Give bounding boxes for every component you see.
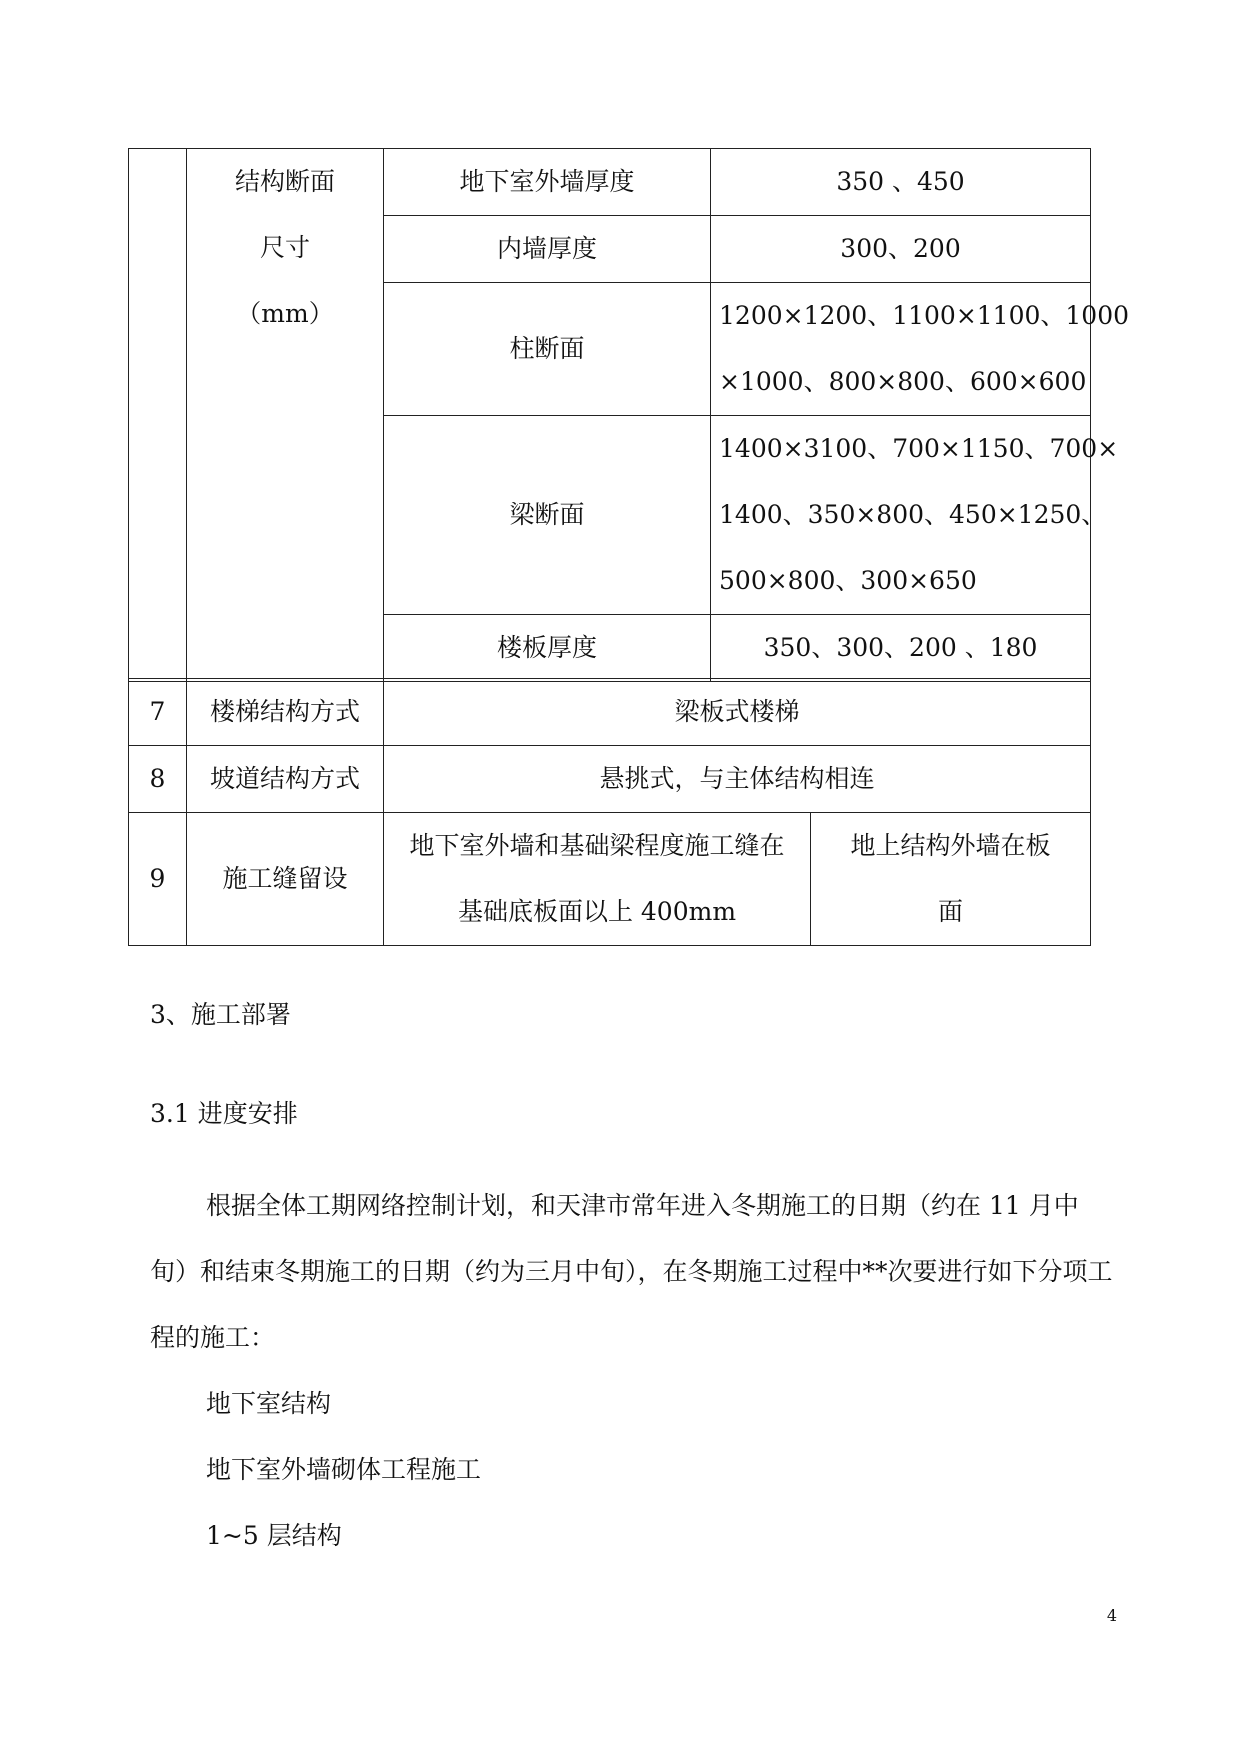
dimension-item: 梁断面: [384, 416, 711, 615]
row-label: 施工缝留设: [187, 813, 384, 946]
table-row: [129, 679, 1091, 746]
section-heading: 3、施工部署: [150, 1000, 291, 1029]
value-line: 350 、450: [836, 167, 965, 196]
dimension-value: [711, 416, 1119, 615]
row-value: 梁板式楼梯: [384, 679, 1091, 746]
value-line: 350、300、200 、180: [763, 633, 1038, 662]
row-label: 坡道结构方式: [187, 746, 384, 813]
section-label-line: 结构断面: [234, 167, 335, 196]
dimension-item: 内墙厚度: [384, 216, 711, 283]
section-label-line: 尺寸: [259, 233, 310, 262]
row-number: 7: [129, 679, 187, 746]
value-line: 1400、350×800、450×1250、: [719, 500, 1107, 529]
row-number: 8: [129, 746, 187, 813]
value-line: 面: [937, 897, 963, 926]
dimension-item: 楼板厚度: [384, 615, 711, 682]
row-number: 9: [129, 813, 187, 946]
list-item: 1~5 层结构: [206, 1521, 342, 1550]
page-number: 4: [1106, 1606, 1117, 1625]
table-row: [129, 813, 1091, 946]
table-cell-blank: [129, 149, 187, 682]
table-row: [129, 149, 1091, 216]
dimension-item: 柱断面: [384, 283, 711, 416]
value-line: ×1000、800×800、600×600: [719, 367, 1087, 396]
list-item: 地下室结构: [206, 1389, 332, 1418]
dimension-item: 地下室外墙厚度: [384, 149, 711, 216]
structure-spec-table-lower: [128, 678, 1091, 946]
value-line: 1400×3100、700×1150、700×: [719, 434, 1119, 463]
row-label: 楼梯结构方式: [187, 679, 384, 746]
table-row: [129, 746, 1091, 813]
list-item: 地下室外墙砌体工程施工: [206, 1455, 482, 1484]
body-paragraph: 根据全体工期网络控制计划，和天津市常年进入冬期施工的日期（约在 11 月中旬）和结束冬期施工的日期（约为三月中旬），在冬期施工过程中**次要进行如下分项工程的施工：: [150, 1191, 1113, 1352]
row-value: 悬挑式，与主体结构相连: [384, 746, 1091, 813]
structure-spec-table: [128, 148, 1130, 682]
dimension-value: [711, 283, 1130, 416]
dimension-value: [711, 216, 1091, 283]
value-line: 1200×1200、1100×1100、1000: [719, 301, 1130, 330]
row-value: [811, 813, 1091, 946]
value-line: 基础底板面以上 400mm: [457, 897, 737, 926]
dimension-value: [711, 149, 1091, 216]
value-line: 500×800、300×650: [719, 566, 977, 595]
row-value: [384, 813, 811, 946]
value-line: 地上结构外墙在板: [850, 831, 1051, 860]
subsection-heading: 3.1 进度安排: [150, 1099, 298, 1128]
section-label-line: （mm）: [236, 299, 334, 328]
value-line: 300、200: [840, 234, 961, 263]
section-label-cell: [187, 149, 384, 682]
value-line: 地下室外墙和基础梁程度施工缝在: [409, 831, 785, 860]
dimension-value: [711, 615, 1091, 682]
